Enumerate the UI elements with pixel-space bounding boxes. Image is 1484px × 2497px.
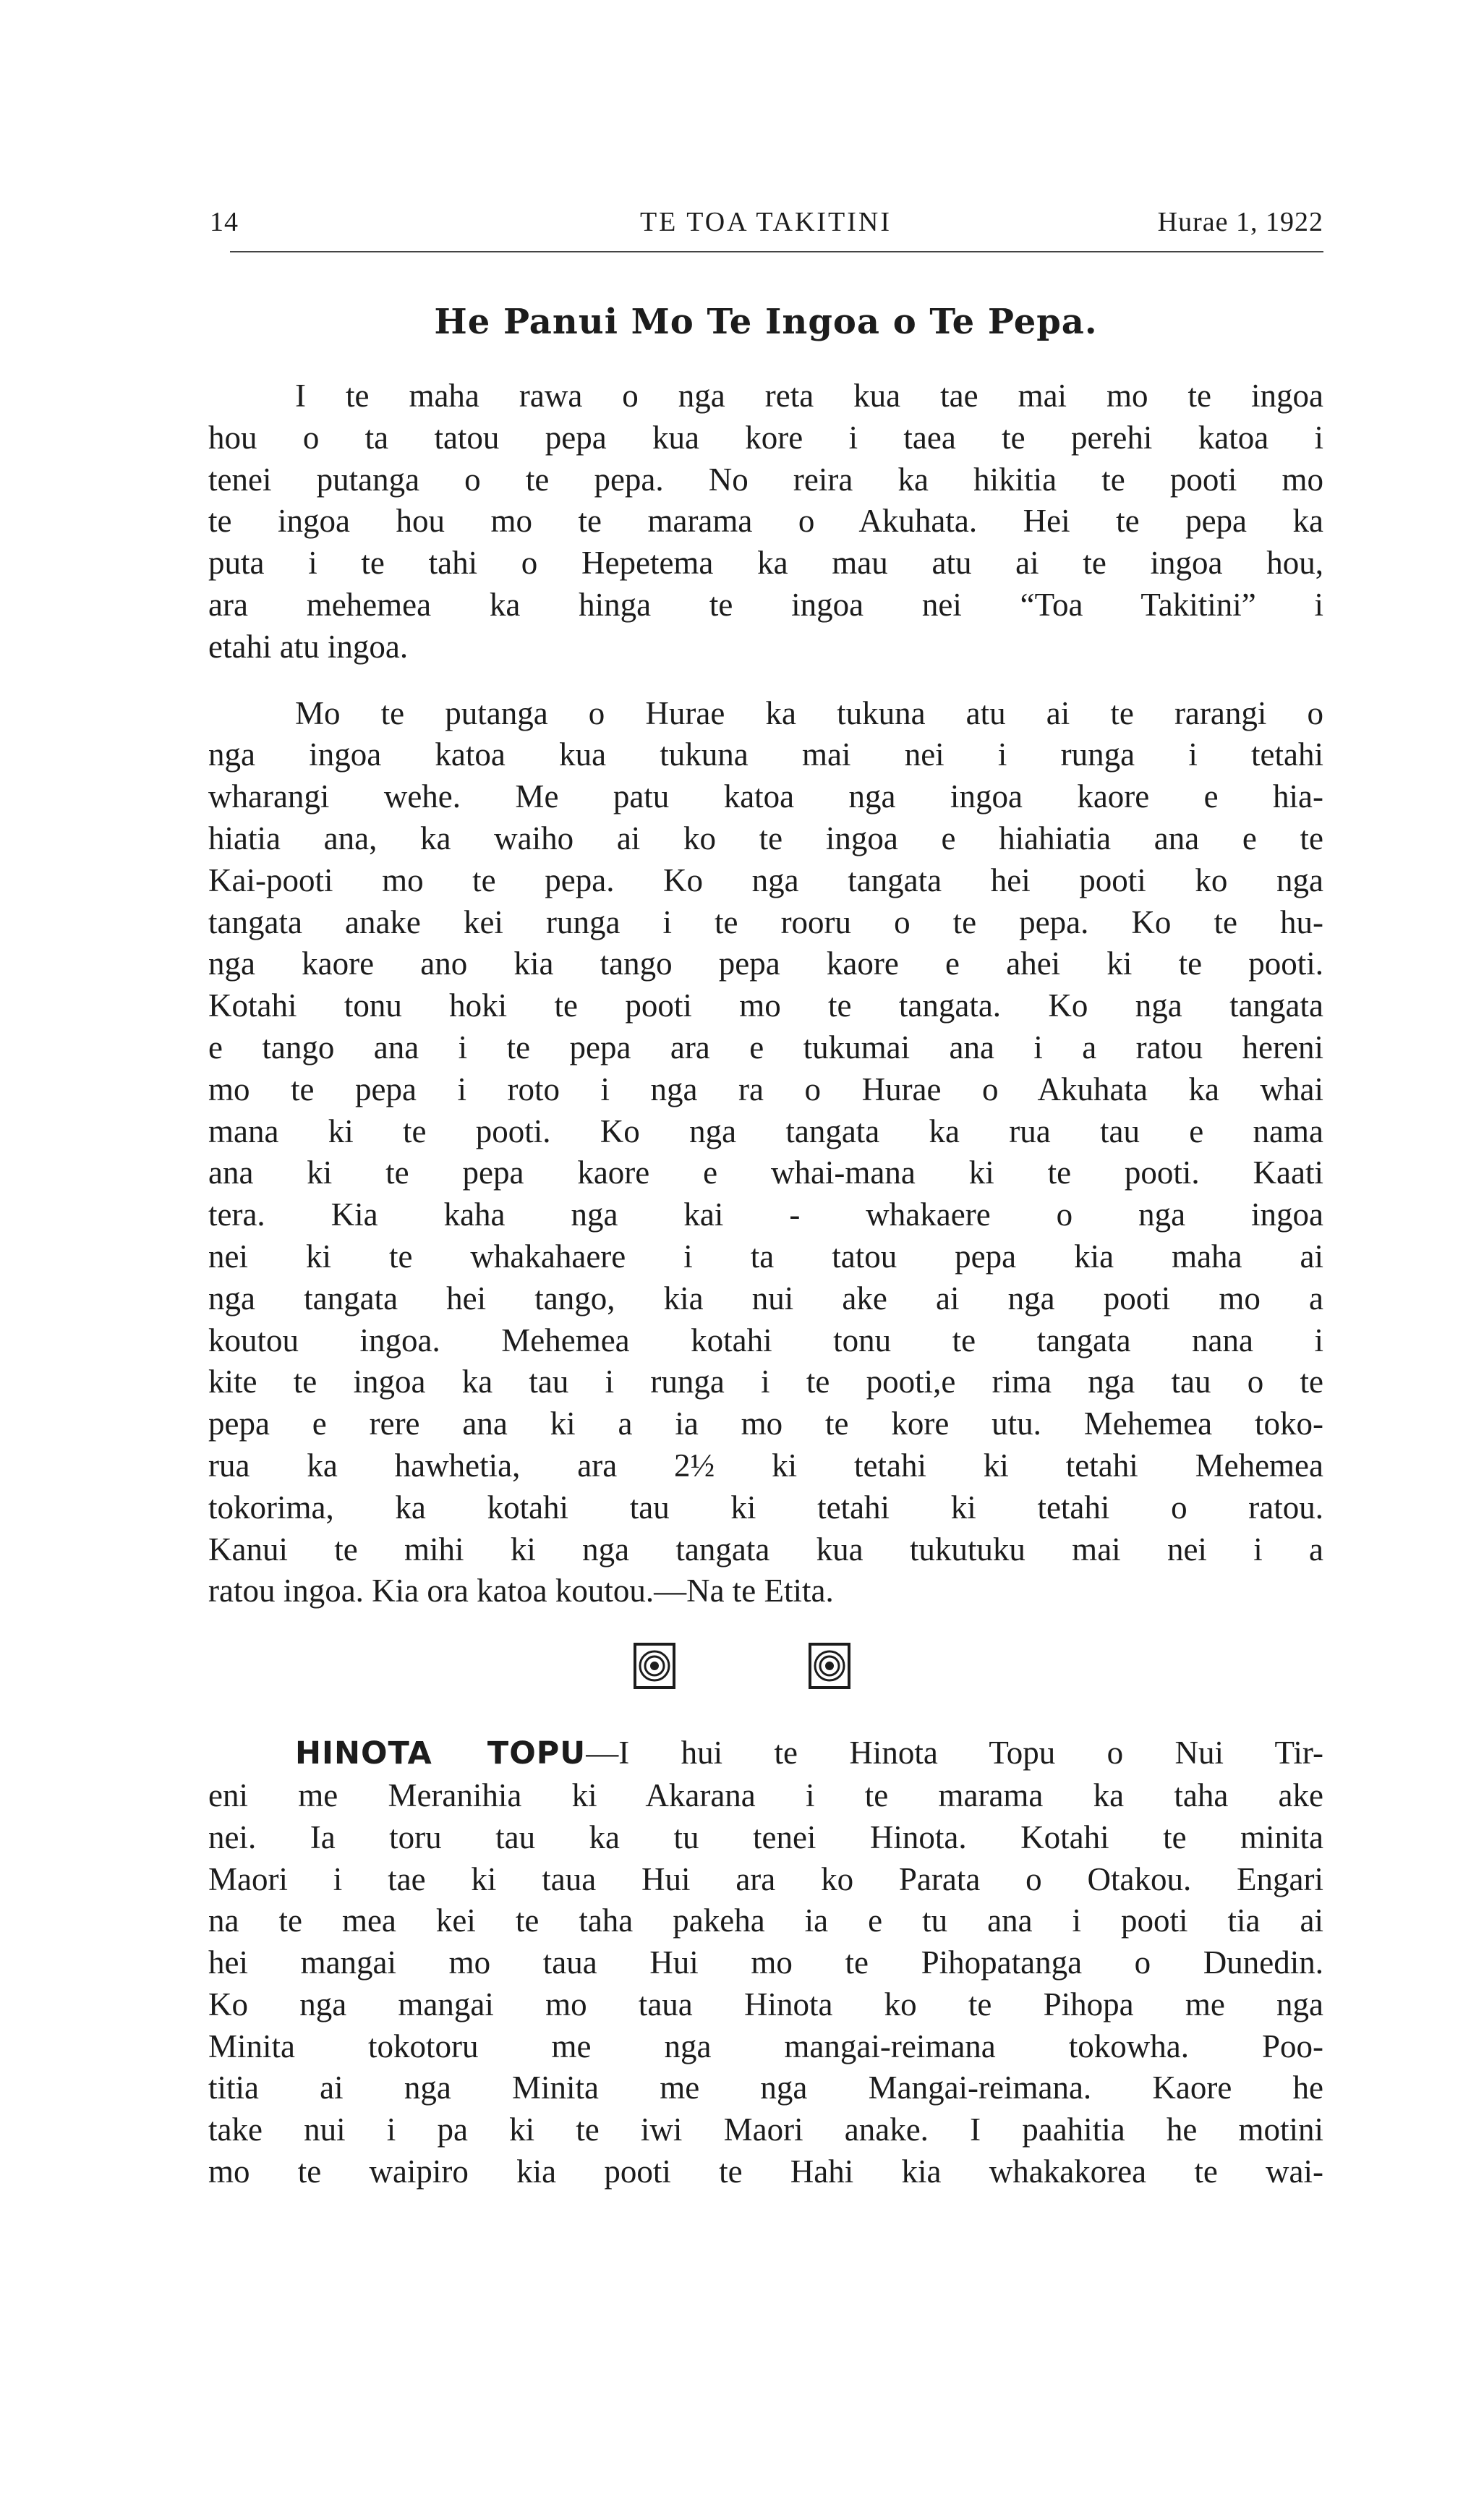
article-paragraph-1: [208, 375, 1323, 668]
text-line: Kotahi tonu hoki te pooti mo te tangata. Ko nga tangata: [208, 987, 1323, 1024]
text-line: nga kaore ano kia tango pepa kaore e ahei ki te pooti.: [208, 945, 1323, 982]
lead-in-heading: HINOTA TOPU: [295, 1735, 587, 1772]
text-line: tenei putanga o te pepa. No reira ka hikitia te pooti mo: [208, 461, 1323, 498]
text-line: nga ingoa katoa kua tukuna mai nei i runga i tetahi: [208, 736, 1323, 773]
ornament-square-icon: [809, 1643, 850, 1689]
publication-title: TE TOA TAKITINI: [639, 207, 892, 237]
text-line: te ingoa hou mo te marama o Akuhata. Hei te pepa ka: [208, 503, 1323, 540]
issue-date: Hurae 1, 1922: [1157, 207, 1323, 237]
text-line: Maori i tae ki taua Hui ara ko Parata o Otakou. Engari: [208, 1860, 1323, 1897]
section-divider: [208, 1628, 1323, 1708]
article-paragraph-2: [208, 693, 1323, 1613]
text-line: mana ki te pooti. Ko nga tangata ka rua tau e nama: [208, 1113, 1323, 1149]
text-line: I te maha rawa o nga reta kua tae mai mo te ingoa: [295, 378, 1323, 414]
text-line: ratou ingoa. Kia ora katoa koutou.—Na te Etita.: [208, 1573, 834, 1609]
text-line: nga tangata hei tango, kia nui ake ai nga pooti mo a: [208, 1280, 1323, 1316]
text-line: Mo te putanga o Hurae ka tukuna atu ai te rarangi o: [295, 694, 1323, 731]
text-line: Minita tokotoru me nga mangai-reimana tokowha. Poo-: [208, 2028, 1323, 2064]
text-line: hei mangai mo taua Hui mo te Pihopatanga o Dunedin.: [208, 1944, 1323, 1981]
text-line: na te mea kei te taha pakeha ia e tu ana i pooti tia ai: [208, 1902, 1323, 1939]
ornament-square-icon: [634, 1643, 675, 1689]
page-number: 14: [210, 207, 239, 237]
text-line: Kanui te mihi ki nga tangata kua tukutuku mai nei i a: [208, 1531, 1323, 1567]
text-line: take nui i pa ki te iwi Maori anake. I paahitia he motini: [208, 2111, 1323, 2148]
text-line: Ko nga mangai mo taua Hinota ko te Pihopa me nga: [208, 1986, 1323, 2022]
text-line: puta i te tahi o Hepetema ka mau atu ai te ingoa hou,: [208, 545, 1323, 582]
text-line: Kai-pooti mo te pepa. Ko nga tangata hei pooti ko nga: [208, 862, 1323, 898]
article-heading: He Panui Mo Te Ingoa o Te Pepa.: [434, 302, 1098, 342]
text-line: eni me Meranihia ki Akarana i te marama ka taha ake: [208, 1777, 1323, 1813]
header-rule: [230, 251, 1323, 252]
running-header: [208, 206, 1323, 244]
text-line: rua ka hawhetia, ara 2½ ki tetahi ki tetahi Mehemea: [208, 1447, 1323, 1484]
text-line: mo te pepa i roto i nga ra o Hurae o Akuhata ka whai: [208, 1071, 1323, 1107]
text-line: nei ki te whakahaere i ta tatou pepa kia maha ai: [208, 1238, 1323, 1275]
text-line: etahi atu ingoa.: [208, 628, 409, 665]
text-line: tera. Kia kaha nga kai - whakaere o nga ingoa: [208, 1196, 1323, 1233]
text-line: ana ki te pepa kaore e whai-mana ki te pooti. Kaati: [208, 1154, 1323, 1191]
text-line: tangata anake kei runga i te rooru o te pepa. Ko te hu-: [208, 903, 1323, 940]
article-paragraph-3: [208, 1732, 1323, 2193]
lead-in-continuation: —I hui te Hinota Topu o Nui Tir-: [586, 1735, 1323, 1771]
text-line: koutou ingoa. Mehemea kotahi tonu te tangata nana i: [208, 1322, 1323, 1358]
text-line: [208, 1732, 1323, 1775]
text-line: kite te ingoa ka tau i runga i te pooti,e rima nga tau o te: [208, 1364, 1323, 1400]
text-line: wharangi wehe. Me patu katoa nga ingoa kaore e hia-: [208, 778, 1323, 815]
text-line: mo te waipiro kia pooti te Hahi kia whakakorea te wai-: [208, 2153, 1323, 2190]
text-line: tokorima, ka kotahi tau ki tetahi ki tetahi o ratou.: [208, 1489, 1323, 1526]
text-line: titia ai nga Minita me nga Mangai-reimana. Kaore he: [208, 2070, 1323, 2106]
text-line: e tango ana i te pepa ara e tukumai ana i a ratou hereni: [208, 1029, 1323, 1065]
text-line: pepa e rere ana ki a ia mo te kore utu. Mehemea toko-: [208, 1405, 1323, 1442]
text-line: nei. Ia toru tau ka tu tenei Hinota. Kotahi te minita: [208, 1818, 1323, 1855]
text-line: hou o ta tatou pepa kua kore i taea te perehi katoa i: [208, 419, 1323, 456]
text-line: ara mehemea ka hinga te ingoa nei “Toa Takitini” i: [208, 586, 1323, 623]
text-line: hiatia ana, ka waiho ai ko te ingoa e hiahiatia ana e te: [208, 820, 1323, 856]
document-page: [208, 206, 1323, 2193]
